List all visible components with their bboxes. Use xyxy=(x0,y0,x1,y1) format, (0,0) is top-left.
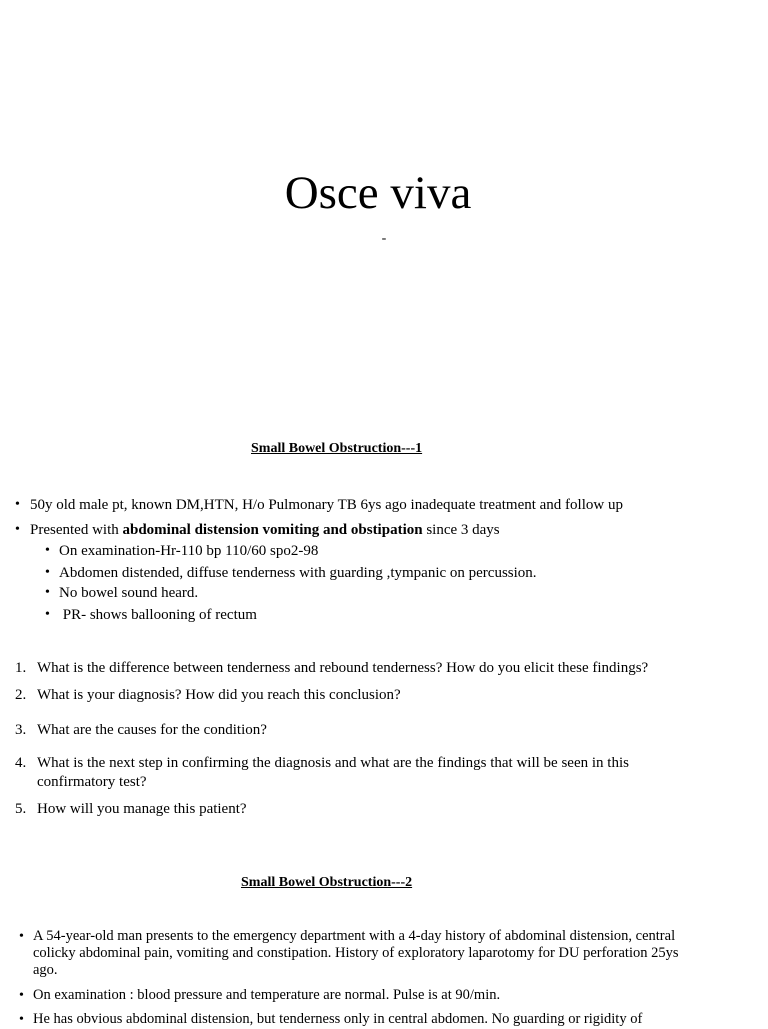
bullet-icon: • xyxy=(45,543,50,558)
question-number: 2. xyxy=(15,687,27,703)
bullet-icon: • xyxy=(45,565,50,580)
bullet-icon: • xyxy=(19,1012,24,1027)
question-text: confirmatory test? xyxy=(37,774,147,790)
question-number: 1. xyxy=(15,660,27,676)
case1-finding-item: PR- shows ballooning of rectum xyxy=(59,607,257,623)
page-title: Osce viva xyxy=(284,167,472,219)
question-number: 4. xyxy=(15,755,27,771)
question-text: How will you manage this patient? xyxy=(37,801,247,817)
bullet-icon: • xyxy=(15,497,20,512)
case1-heading: Small Bowel Obstruction---1 xyxy=(251,441,423,456)
case1-finding-item: Abdomen distended, diffuse tenderness with guarding ,tympanic on percussion. xyxy=(59,565,537,581)
case1-finding-item: No bowel sound heard. xyxy=(59,585,199,601)
question-number: 3. xyxy=(15,722,27,738)
page-subtitle: - xyxy=(381,231,387,246)
case2-item-line: ago. xyxy=(33,962,58,978)
case2-item-line: colicky abdominal pain, vomiting and constipation. History of exploratory laparotomy for DU perforation 25ys xyxy=(33,945,679,961)
question-text: What is the next step in confirming the diagnosis and what are the findings that will be seen in this xyxy=(37,755,629,771)
emphasis-text: abdominal distension vomiting and obstipation xyxy=(122,522,423,538)
case2-item-line: A 54-year-old man presents to the emergency department with a 4-day history of abdominal distension, central xyxy=(33,928,676,944)
bullet-icon: • xyxy=(19,929,24,944)
case1-history-item: 50y old male pt, known DM,HTN, H/o Pulmonary TB 6ys ago inadequate treatment and follow up xyxy=(30,497,623,513)
case1-finding-item: On examination-Hr-110 bp 110/60 spo2-98 xyxy=(59,543,319,559)
bullet-icon: • xyxy=(19,988,24,1003)
bullet-icon: • xyxy=(45,585,50,600)
question-number: 5. xyxy=(15,801,27,817)
case2-item-line: On examination : blood pressure and temperature are normal. Pulse is at 90/min. xyxy=(33,987,501,1003)
bullet-icon: • xyxy=(45,607,50,622)
case2-heading: Small Bowel Obstruction---2 xyxy=(241,875,413,890)
question-text: What is your diagnosis? How did you reach this conclusion? xyxy=(37,687,401,703)
case1-history-item: Presented with abdominal distension vomiting and obstipation since 3 days xyxy=(30,522,500,538)
case2-item-line: He has obvious abdominal distension, but tenderness only in central abdomen. No guarding or rigidity of xyxy=(33,1011,643,1027)
bullet-icon: • xyxy=(15,522,20,537)
question-text: What are the causes for the condition? xyxy=(37,722,267,738)
question-text: What is the difference between tenderness and rebound tenderness? How do you elicit these findings? xyxy=(37,660,649,676)
